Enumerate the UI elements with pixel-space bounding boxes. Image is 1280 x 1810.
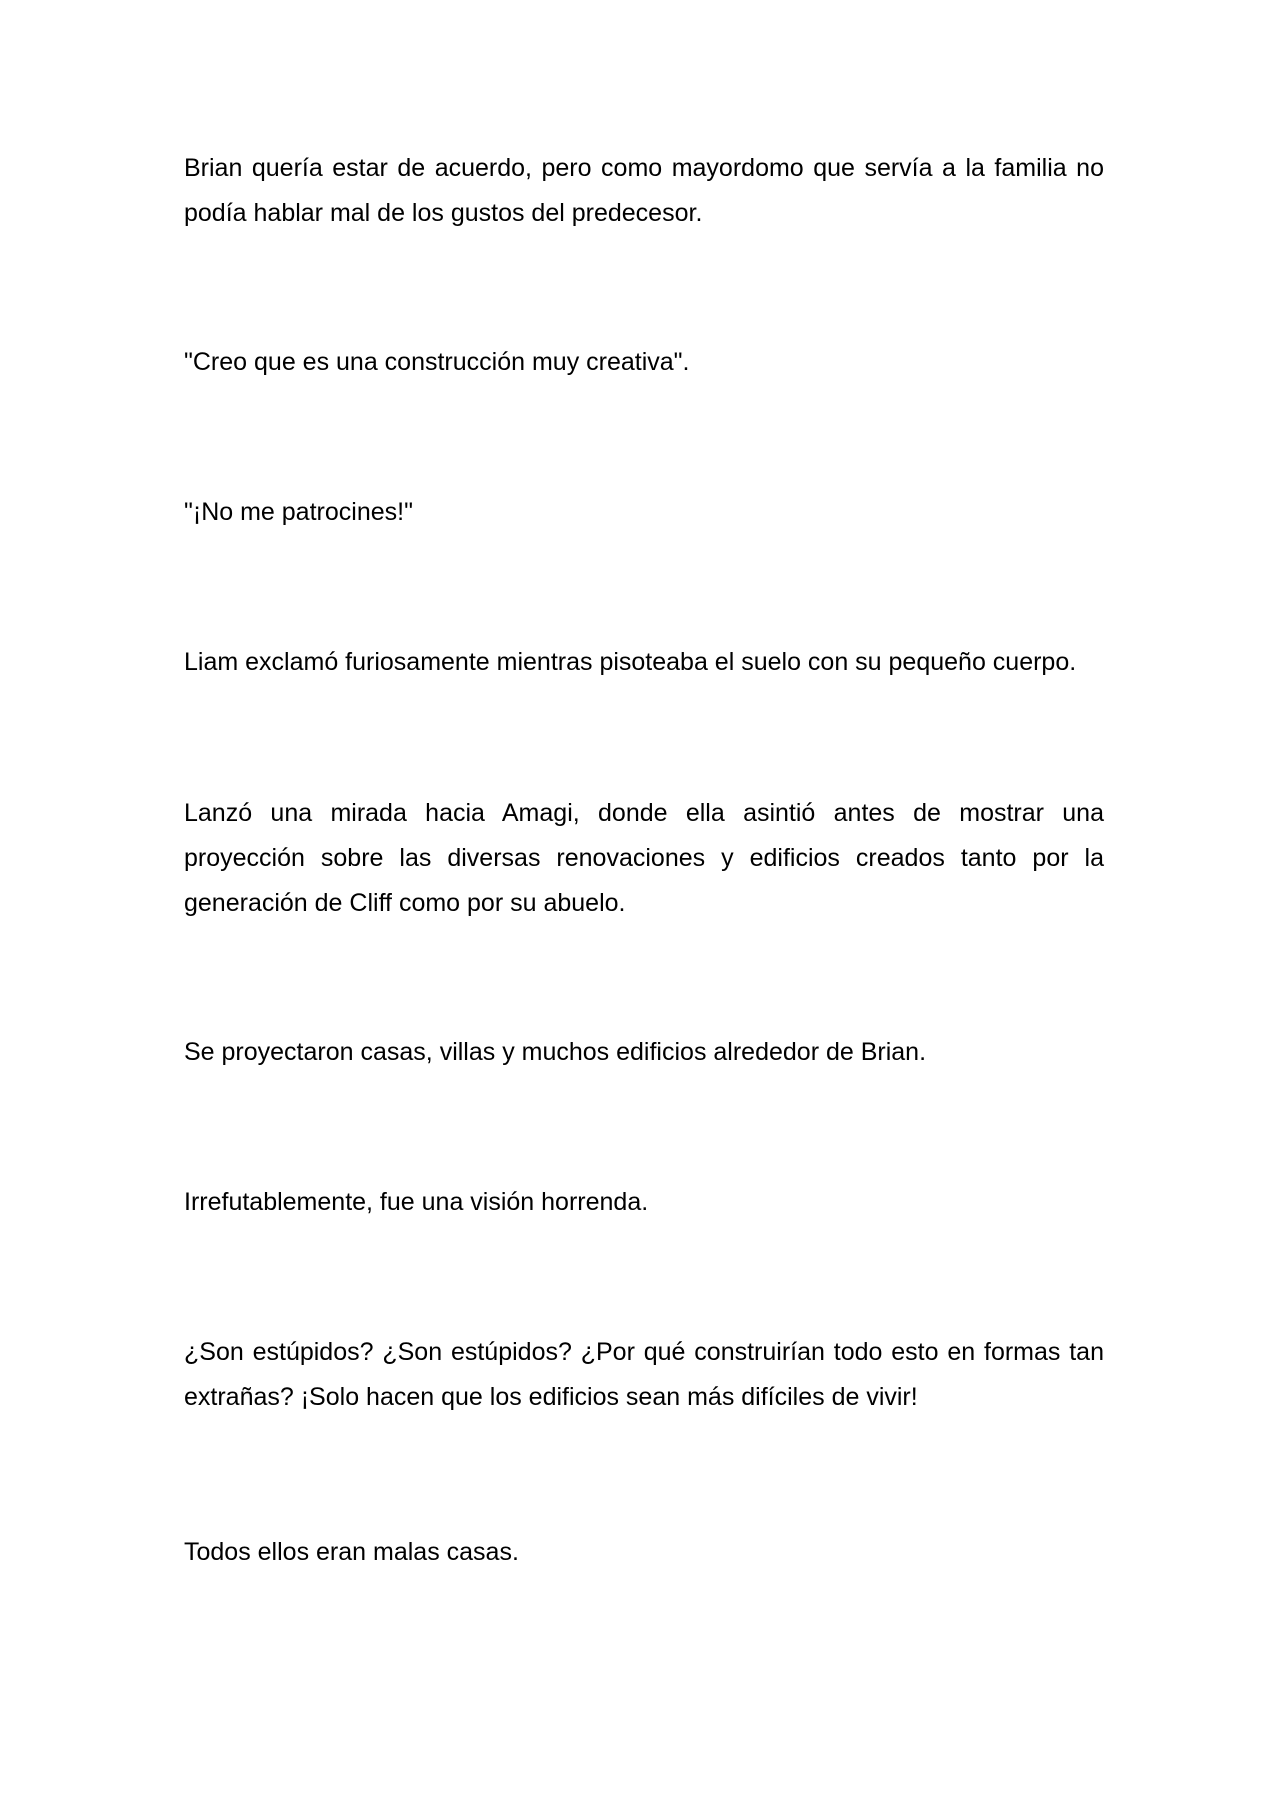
paragraph-3: "¡No me patrocines!" [184, 498, 413, 526]
paragraph-5: Lanzó una mirada hacia Amagi, donde ella asintió antes de mostrar una proyección sobre las diversas renovaciones y edificios creados tanto por la generación de Cliff como por su abuelo. [184, 799, 1104, 917]
paragraph-4: Liam exclamó furiosamente mientras pisoteaba el suelo con su pequeño cuerpo. [184, 648, 1077, 676]
paragraph-7: Irrefutablemente, fue una visión horrenda. [184, 1188, 649, 1216]
paragraph-8: ¿Son estúpidos? ¿Son estúpidos? ¿Por qué construirían todo esto en formas tan extrañas? ¡Solo hacen que los edificios sean más difíciles de vivir! [184, 1338, 1104, 1411]
paragraph-2: "Creo que es una construcción muy creativa". [184, 348, 690, 376]
paragraph-1: Brian quería estar de acuerdo, pero como mayordomo que servía a la familia no podía hablar mal de los gustos del predecesor. [184, 154, 1104, 227]
paragraph-9: Todos ellos eran malas casas. [184, 1538, 519, 1566]
paragraph-6: Se proyectaron casas, villas y muchos edificios alrededor de Brian. [184, 1038, 927, 1066]
